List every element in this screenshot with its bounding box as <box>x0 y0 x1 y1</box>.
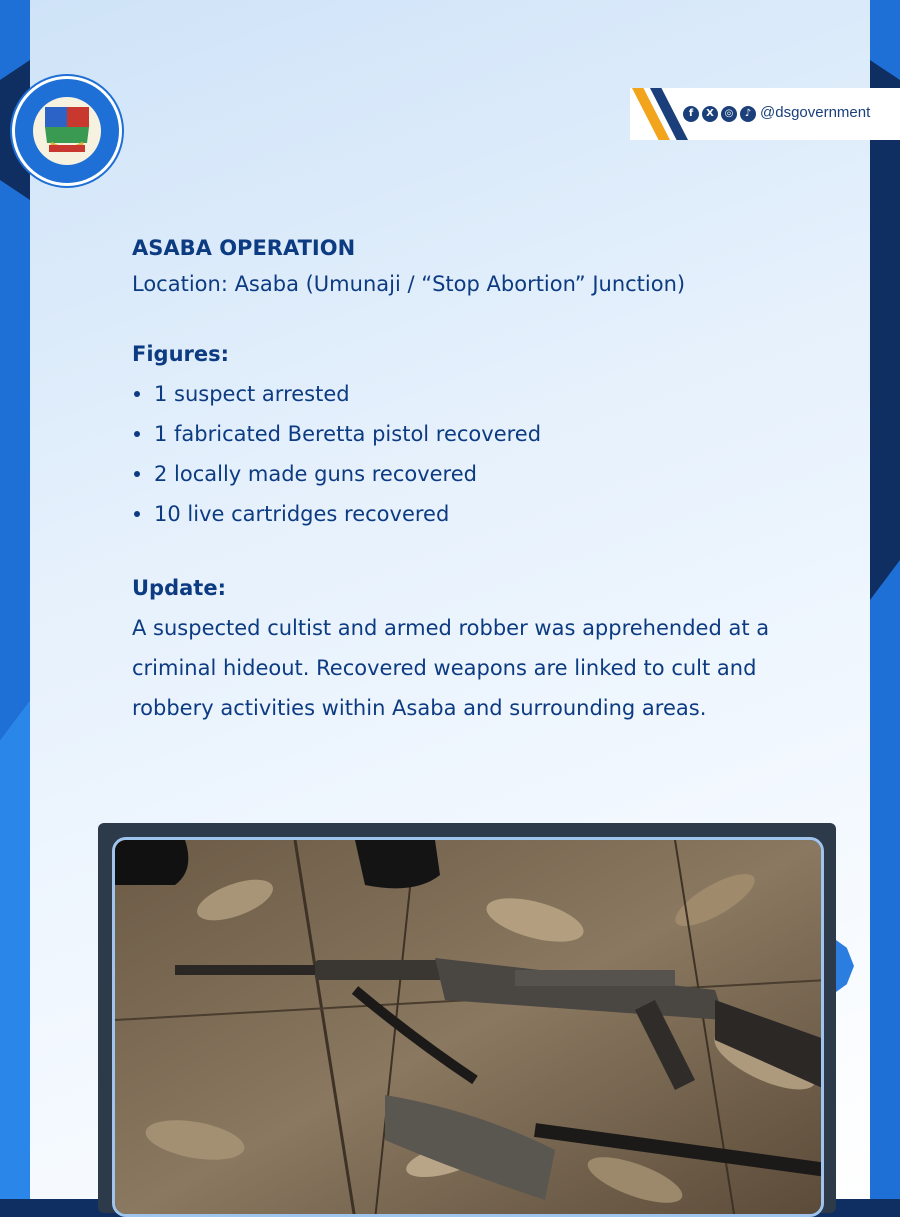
figures-heading: Figures: <box>132 342 230 366</box>
report-content <box>132 232 832 728</box>
social-handle[interactable]: @dsgovernment <box>760 104 871 121</box>
instagram-icon[interactable]: ◎ <box>721 106 737 122</box>
figure-item: 1 suspect arrested <box>132 374 832 414</box>
figure-item: 10 live cartridges recovered <box>132 494 832 534</box>
recovered-rifle-photo <box>112 837 824 1217</box>
delta-state-seal-icon <box>12 76 122 186</box>
social-icons <box>683 106 756 122</box>
update-heading: Update: <box>132 576 226 600</box>
figure-item: 1 fabricated Beretta pistol recovered <box>132 414 832 454</box>
figures-list <box>132 374 832 534</box>
facebook-icon[interactable]: f <box>683 106 699 122</box>
report-title: ASABA OPERATION <box>132 236 356 260</box>
tiktok-icon[interactable]: ♪ <box>740 106 756 122</box>
update-text: A suspected cultist and armed robber was apprehended at a criminal hideout. Recovered weapons are linked to cult and robbery activities within Asaba and surrounding areas. <box>132 616 770 720</box>
figure-item: 2 locally made guns recovered <box>132 454 832 494</box>
x-icon[interactable]: X <box>702 106 718 122</box>
report-location: Location: Asaba (Umunaji / “Stop Abortion” Junction) <box>132 272 686 296</box>
